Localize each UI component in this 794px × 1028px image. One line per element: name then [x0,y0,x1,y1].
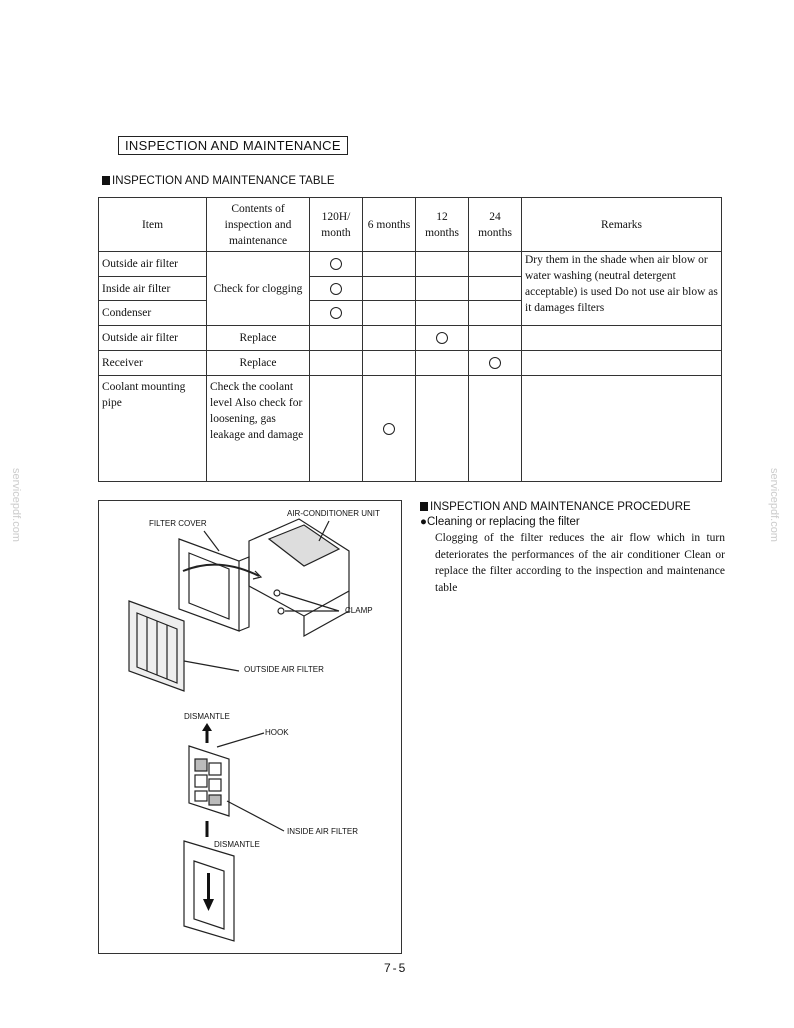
section-title-text: INSPECTION AND MAINTENANCE [118,136,348,155]
header-120h: 120H/ month [310,198,363,252]
table-row [99,326,722,351]
circle-mark-icon [330,258,342,270]
row-item: Condenser [99,301,207,326]
label-filter-cover: FILTER COVER [149,519,207,528]
check-cell [363,376,416,482]
label-outside-filter: OUTSIDE AIR FILTER [244,665,324,674]
label-dismantle-top: DISMANTLE [184,712,230,721]
row-item: Receiver [99,351,207,376]
label-dismantle-bottom: DISMANTLE [214,840,260,849]
header-24-months: 24 months [469,198,522,252]
row-item: Outside air filter [99,252,207,277]
label-hook: HOOK [265,728,289,737]
header-6-months: 6 months [363,198,416,252]
filter-diagram [98,500,402,954]
label-ac-unit: AIR-CONDITIONER UNIT [287,509,380,518]
label-clamp: CLAMP [345,606,373,615]
maintenance-table [98,197,722,482]
bullet-dot-icon: ● [420,516,427,528]
procedure-subheading-text: Cleaning or replacing the filter [426,516,580,528]
section-title [118,138,348,153]
row-contents: Check for clogging [207,252,310,326]
bullet-square-icon [102,176,110,185]
header-contents: Contents of inspection and maintenance [207,198,310,252]
row-contents: Check the coolant level Also check for loosening, gas leakage and damage [207,376,310,482]
check-cell [310,252,363,277]
check-cell [310,301,363,326]
watermark-right: servicepdf.com [768,468,780,542]
header-12-months: 12 months [416,198,469,252]
circle-mark-icon [330,307,342,319]
label-inside-filter: INSIDE AIR FILTER [287,827,358,836]
table-heading-text: INSPECTION AND MAINTENANCE TABLE [112,175,335,187]
table-row [99,252,722,277]
row-item: Inside air filter [99,277,207,301]
circle-mark-icon [489,357,501,369]
header-remarks: Remarks [522,198,722,252]
circle-mark-icon [436,332,448,344]
table-row [99,351,722,376]
table-heading [102,175,335,187]
check-cell [310,277,363,301]
row-contents: Replace [207,351,310,376]
page-number: 7-5 [384,961,408,975]
remarks-text: Dry them in the shade when air blow or water washing (neutral detergent acceptable) is used Do not use air blow as it damages filters [525,254,718,314]
row-item: Outside air filter [99,326,207,351]
procedure-subheading [420,516,730,528]
watermark-left: servicepdf.com [10,468,22,542]
check-cell [416,326,469,351]
circle-mark-icon [330,283,342,295]
procedure-body: Clogging of the filter reduces the air flow which in turn deteriorates the performances of the air conditioner Clean or replace the filter according to the inspection and maintenance table [435,532,725,594]
bullet-square-icon [420,502,428,511]
table-header-row [99,198,722,252]
circle-mark-icon [383,423,395,435]
check-cell [469,351,522,376]
procedure-heading [420,501,730,513]
row-contents: Replace [207,326,310,351]
header-item: Item [99,198,207,252]
procedure-section [420,501,730,596]
row-item: Coolant mounting pipe [99,376,207,482]
filter-diagram-illustration [99,501,401,953]
table-row [99,376,722,482]
remarks-cell [522,252,722,326]
procedure-heading-text: INSPECTION AND MAINTENANCE PROCEDURE [430,501,691,513]
